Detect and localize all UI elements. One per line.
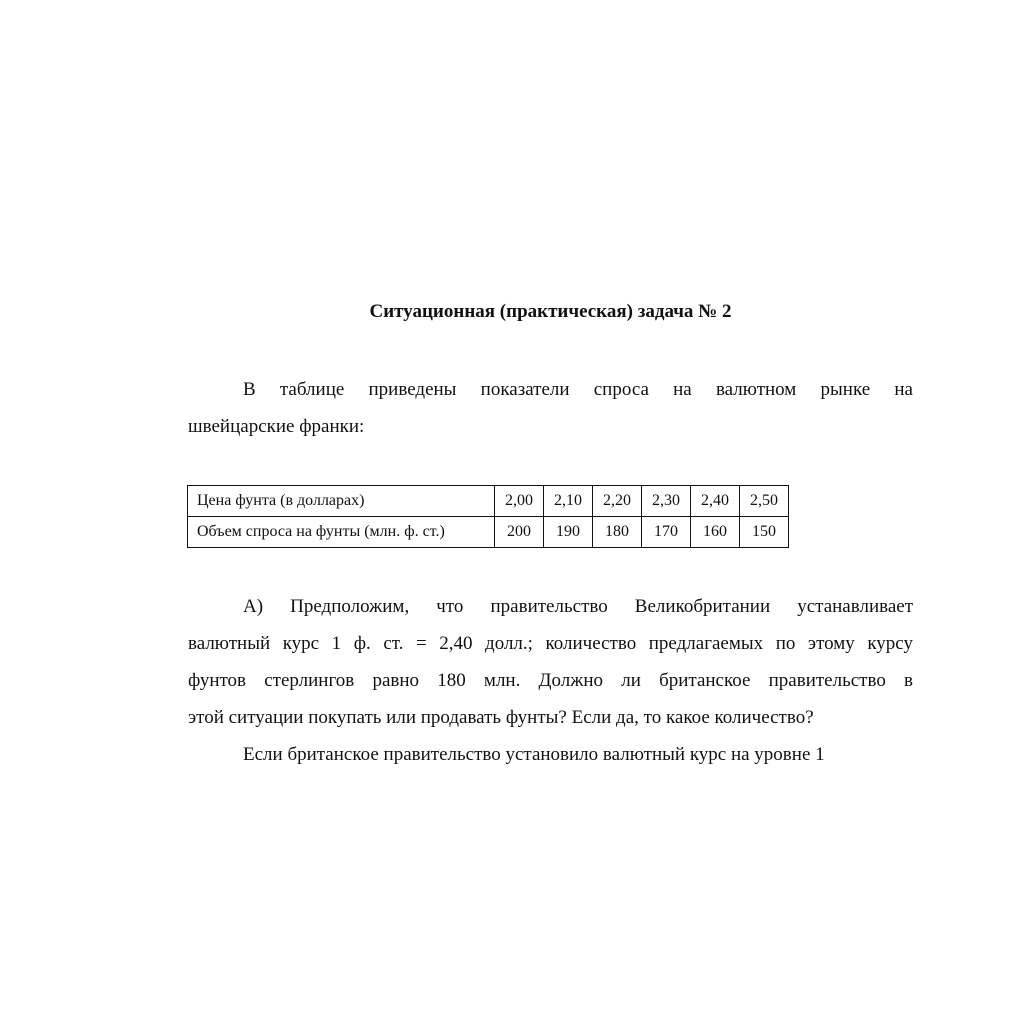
table-row-price <box>188 486 789 517</box>
table-cell: 2,20 <box>593 486 642 517</box>
table-cell: 2,30 <box>642 486 691 517</box>
table-cell: 2,10 <box>544 486 593 517</box>
table-cell: 2,50 <box>740 486 789 517</box>
table-row-demand <box>188 517 789 548</box>
intro-line: В таблице приведены показатели спроса на валютном рынке на <box>243 379 913 400</box>
table-cell: 2,00 <box>495 486 544 517</box>
table-cell: 190 <box>544 517 593 548</box>
part-a-line: Если британское правительство установило валютный курс на уровне 1 <box>243 744 825 765</box>
table-cell: 170 <box>642 517 691 548</box>
table-cell: 150 <box>740 517 789 548</box>
table-cell: 2,40 <box>691 486 740 517</box>
intro-line: швейцарские франки: <box>188 416 365 437</box>
part-a-line: этой ситуации покупать или продавать фунты? Если да, то какое количество? <box>188 707 814 728</box>
demand-table <box>187 485 789 548</box>
part-a-line: валютный курс 1 ф. ст. = 2,40 долл.; количество предлагаемых по этому курсу <box>188 633 913 654</box>
part-a-paragraph <box>188 588 913 773</box>
part-a-line: фунтов стерлингов равно 180 млн. Должно ли британское правительство в <box>188 670 913 691</box>
part-a-line: А) Предположим, что правительство Великобритании устанавливает <box>243 596 913 617</box>
table-cell: 180 <box>593 517 642 548</box>
page-title: Ситуационная (практическая) задача № 2 <box>369 301 732 322</box>
table-row-label: Объем спроса на фунты (млн. ф. ст.) <box>188 517 495 548</box>
table-cell: 200 <box>495 517 544 548</box>
table-row-label: Цена фунта (в долларах) <box>188 486 495 517</box>
intro-paragraph <box>188 371 913 445</box>
table-cell: 160 <box>691 517 740 548</box>
